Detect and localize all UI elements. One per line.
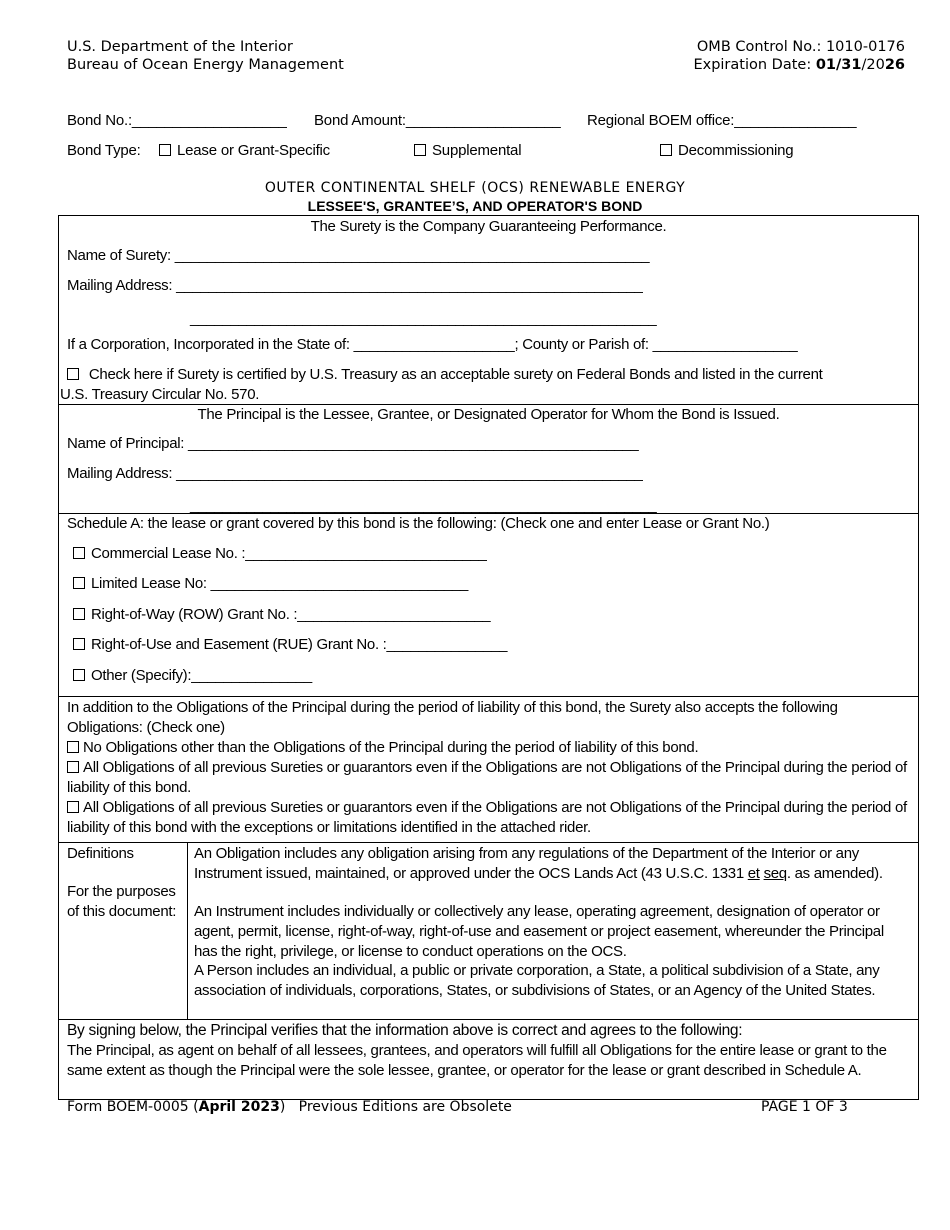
checkbox-icon[interactable] (73, 577, 85, 589)
bond-amount-field[interactable]: Bond Amount:___________________ (314, 112, 561, 129)
form-title-line2: LESSEE'S, GRANTEE’S, AND OPERATOR'S BOND (307, 198, 643, 214)
schedule-row-grant[interactable]: Right-of-Way (ROW) Grant No. :________________________ (73, 606, 490, 623)
principal-name-field[interactable]: Name of Principal: ________________________________________________________ (67, 435, 639, 452)
schedule-other[interactable]: Other (Specify):_______________ (73, 667, 312, 684)
principal-section (58, 404, 919, 514)
surety-heading: The Surety is the Company Guaranteeing Performance. (310, 218, 667, 235)
bond-type-supplemental-option[interactable]: Supplemental (414, 142, 521, 159)
checkbox-icon[interactable] (67, 761, 79, 773)
definition-instrument: An Instrument includes individually or collectively any lease, operating agreement, designation of operator or agent, permit, license, right-of-way, right-of-use and easement or project easement, whereunder the Principal has the right, privilege, or license to conduct operations on the OCS. (194, 903, 884, 960)
checkbox-icon[interactable] (67, 801, 79, 813)
obligations-section (58, 696, 919, 843)
checkbox-icon[interactable] (414, 144, 426, 156)
form-title-line1: OUTER CONTINENTAL SHELF (OCS) RENEWABLE ENERGY (264, 180, 686, 196)
omb-control-number: OMB Control No.: 1010-0176 (696, 39, 905, 55)
surety-name-field[interactable]: Name of Surety: ___________________________________________________________ (67, 247, 650, 264)
principal-mailing-field-2[interactable]: __________________________________________________________ (190, 497, 657, 514)
bond-type-lease-option[interactable]: Lease or Grant-Specific (159, 142, 330, 159)
schedule-rue-grant[interactable]: Right-of-Use and Easement (RUE) Grant No. :_______________ (73, 636, 507, 653)
checkbox-icon[interactable] (73, 608, 85, 620)
regional-office-field[interactable]: Regional BOEM office:_______________ (587, 112, 857, 129)
omb-block (693, 38, 905, 74)
surety-corporation-field[interactable]: If a Corporation, Incorporated in the State of: ____________________; County or Parish of: __________________ (67, 336, 798, 353)
surety-section (58, 215, 919, 405)
checkbox-icon[interactable] (73, 669, 85, 681)
definitions-label: Definitions (67, 845, 134, 862)
form-number: Form BOEM-0005 (April 2023) Previous Editions are Obsolete (67, 1099, 512, 1115)
principal-mailing-field[interactable]: Mailing Address: __________________________________________________________ (67, 465, 643, 482)
bond-type-decommissioning-option[interactable]: Decommissioning (660, 142, 793, 159)
obligation-option-none[interactable]: No Obligations other than the Obligations of the Principal during the period of liability of this bond. (67, 738, 908, 758)
page-number: PAGE 1 OF 3 (761, 1099, 848, 1115)
surety-treasury-circular: U.S. Treasury Circular No. 570. (60, 386, 260, 403)
schedule-limited-lease[interactable]: Limited Lease No: ________________________________ (73, 575, 468, 592)
definition-person: A Person includes an individual, a public or private corporation, a State, a political subdivision of a State, any association of individuals, corporations, States, or subdivisions of States, or an Agency of the United States. (194, 962, 880, 999)
definition-obligation: An Obligation includes any obligation arising from any regulations of the Department of the Interior or any Instrument issued, maintained, or approved under the OCS Lands Act (43 U.S.C. 1331 et seq. as amended). (194, 845, 883, 882)
bond-number-field[interactable]: Bond No.:___________________ (67, 112, 287, 129)
obligation-option-all[interactable]: All Obligations of all previous Sureties or guarantors even if the Obligations are not Obligations of the Principal during the period of liability of this bond. (67, 759, 907, 796)
schedule-a-heading: Schedule A: the lease or grant covered by this bond is the following: (Check one and enter Lease or Grant No.) (67, 515, 770, 532)
signing-statement: By signing below, the Principal verifies that the information above is correct and agrees to the following: (67, 1022, 743, 1039)
surety-treasury-check[interactable]: Check here if Surety is certified by U.S. Treasury as an acceptable surety on Federal Bonds and listed in the current (67, 366, 823, 383)
bond-type-label: Bond Type: (67, 142, 141, 159)
obligation-option-all-with-rider[interactable]: All Obligations of all previous Sureties or guarantors even if the Obligations are not Obligations of the Principal during the period of liability of this bond with the exceptions or limitations identified in the attached rider. (67, 799, 907, 836)
signing-agreement: The Principal, as agent on behalf of all lessees, grantees, and operators will fulfill all Obligations for the entire lease or grant to the same extent as though the Principal were the sole lessee, grantee, or operator for the lease or grant described in Schedule A. (67, 1042, 887, 1079)
checkbox-icon[interactable] (67, 741, 79, 753)
surety-mailing-field-2[interactable]: __________________________________________________________ (190, 310, 657, 327)
agency-bureau: Bureau of Ocean Energy Management (67, 57, 344, 73)
definitions-section (58, 842, 919, 1020)
obligations-intro: In addition to the Obligations of the Principal during the period of liability of this bond, the Surety also accepts the following Obligations: (Check one) (67, 699, 838, 736)
checkbox-icon[interactable] (67, 368, 79, 380)
definitions-divider (187, 843, 188, 1019)
schedule-a-section (58, 513, 919, 697)
definitions-purpose: For the purposes of this document: (67, 883, 177, 920)
signing-section (58, 1019, 919, 1100)
checkbox-icon[interactable] (73, 547, 85, 559)
surety-mailing-field[interactable]: Mailing Address: __________________________________________________________ (67, 277, 643, 294)
agency-department: U.S. Department of the Interior (67, 39, 293, 55)
schedule-commercial-lease[interactable]: Commercial Lease No. :______________________________ (73, 545, 487, 562)
checkbox-icon[interactable] (159, 144, 171, 156)
expiration-date: Expiration Date: 01/31/2026 (693, 57, 905, 73)
principal-heading: The Principal is the Lessee, Grantee, or Designated Operator for Whom the Bond is Issued. (197, 406, 780, 423)
checkbox-icon[interactable] (73, 638, 85, 650)
checkbox-icon[interactable] (660, 144, 672, 156)
agency-block (67, 38, 344, 74)
